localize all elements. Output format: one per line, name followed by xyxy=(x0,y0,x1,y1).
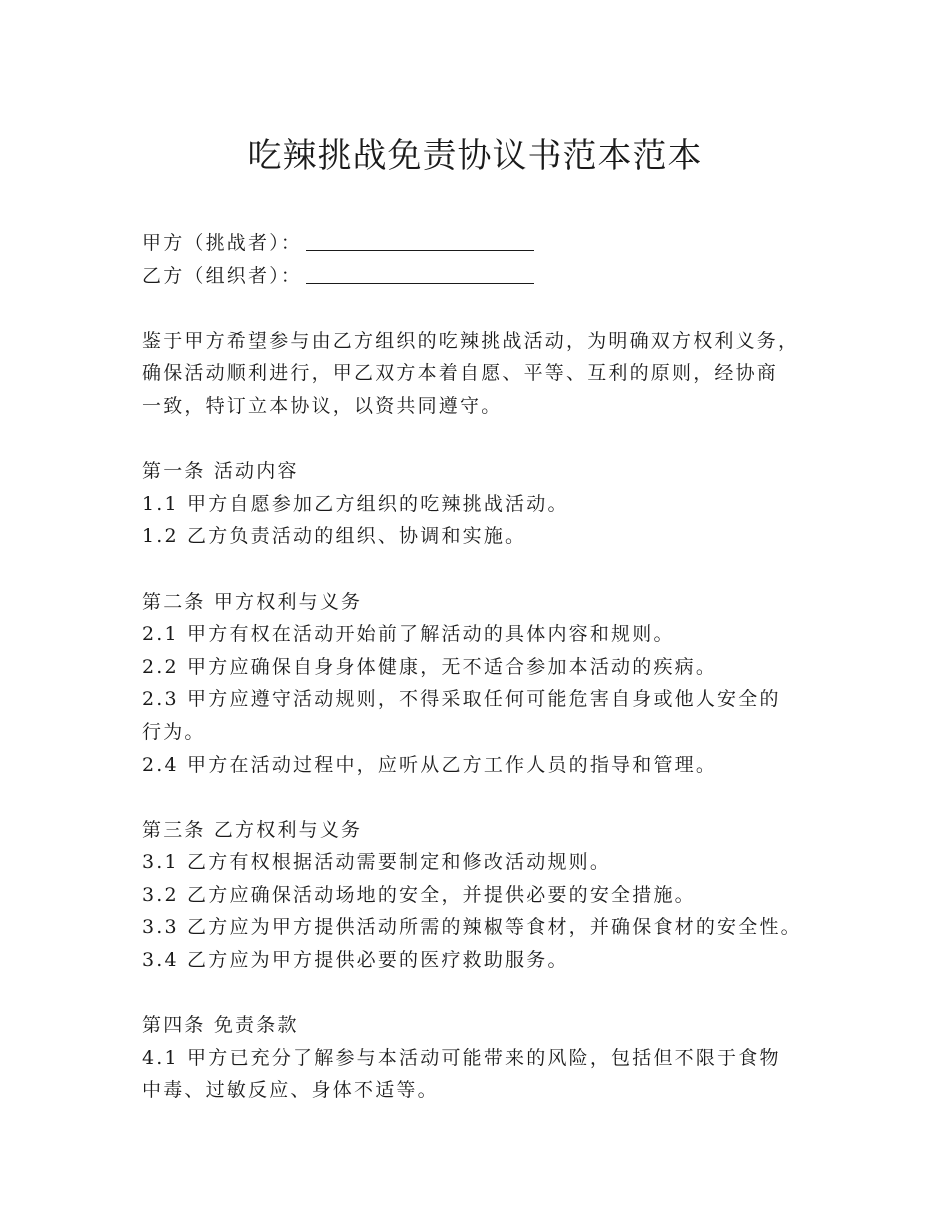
spacer xyxy=(142,977,842,1010)
clause-line: 中毒、过敏反应、身体不适等。 xyxy=(142,1079,439,1102)
section-heading: 第四条 免责条款 xyxy=(142,1014,299,1037)
preamble-line: 鉴于甲方希望参与由乙方组织的吃辣挑战活动，为明确双方权利义务， xyxy=(142,329,800,352)
clause-line: 3.1 乙方有权根据活动需要制定和修改活动规则。 xyxy=(142,851,612,874)
party-a-blank-line[interactable] xyxy=(306,230,534,251)
clause-line: 2.3 甲方应遵守活动规则，不得采取任何可能危害自身或他人安全的 xyxy=(142,688,781,711)
party-b-row xyxy=(142,260,842,293)
spacer xyxy=(142,553,842,586)
party-a-row xyxy=(142,227,842,260)
party-b-label: 乙方（组织者）： xyxy=(142,264,303,287)
section-heading: 第二条 甲方权利与义务 xyxy=(142,590,363,613)
section-3 xyxy=(142,814,842,977)
section-2 xyxy=(142,586,842,782)
section-heading: 第一条 活动内容 xyxy=(142,460,299,483)
clause-line: 1.1 甲方自愿参加乙方组织的吃辣挑战活动。 xyxy=(142,492,569,515)
preamble-line: 一致，特订立本协议，以资共同遵守。 xyxy=(142,394,503,417)
clause-line: 3.4 乙方应为甲方提供必要的医疗救助服务。 xyxy=(142,949,569,972)
document-title: 吃辣挑战免责协议书范本范本 xyxy=(247,136,703,176)
clause-line: 4.1 甲方已充分了解参与本活动可能带来的风险，包括但不限于食物 xyxy=(142,1046,781,1069)
preamble xyxy=(142,325,842,423)
spacer xyxy=(142,292,842,325)
spacer xyxy=(142,423,842,456)
section-4 xyxy=(142,1009,842,1107)
clause-line: 2.2 甲方应确保自身身体健康，无不适合参加本活动的疾病。 xyxy=(142,655,718,678)
party-a-label: 甲方（挑战者）： xyxy=(142,232,303,254)
clause-line: 3.3 乙方应为甲方提供活动所需的辣椒等食材，并确保食材的安全性。 xyxy=(142,916,802,939)
clause-line: 2.1 甲方有权在活动开始前了解活动的具体内容和规则。 xyxy=(142,623,675,646)
spacer xyxy=(142,781,842,814)
clause-line: 1.2 乙方负责活动的组织、协调和实施。 xyxy=(142,525,527,548)
preamble-line: 确保活动顺利进行，甲乙双方本着自愿、平等、互利的原则，经协商 xyxy=(142,362,779,385)
section-heading: 第三条 乙方权利与义务 xyxy=(142,818,363,841)
clause-line: 3.2 乙方应确保活动场地的安全，并提供必要的安全措施。 xyxy=(142,883,696,906)
party-b-blank-line[interactable] xyxy=(306,263,534,284)
clause-line: 行为。 xyxy=(142,720,206,743)
clause-line: 2.4 甲方在活动过程中，应听从乙方工作人员的指导和管理。 xyxy=(142,753,718,776)
section-1 xyxy=(142,455,842,553)
document-body xyxy=(142,227,842,1107)
